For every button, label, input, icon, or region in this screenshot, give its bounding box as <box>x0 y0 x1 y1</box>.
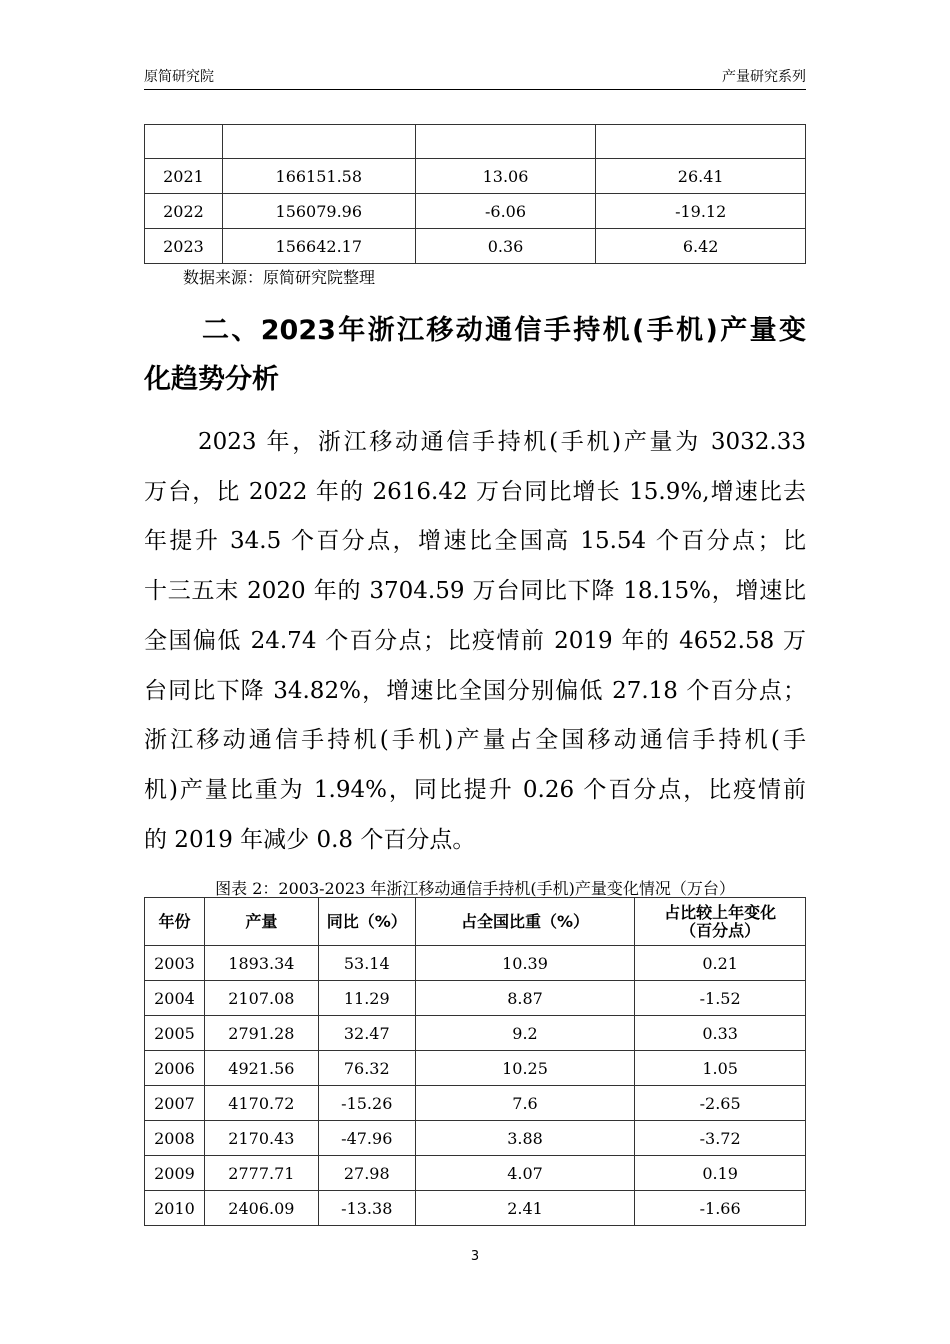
table-row <box>145 159 806 194</box>
table-cell: -47.96 <box>318 1121 415 1156</box>
heading-line: 化趋势分析 <box>144 364 279 395</box>
table-header-row <box>145 898 806 946</box>
data-source-note: 数据来源：原简研究院整理 <box>183 268 376 287</box>
table-cell: 2003 <box>145 946 205 981</box>
table-cell: 76.32 <box>318 1051 415 1086</box>
table-cell: 2006 <box>145 1051 205 1086</box>
table-cell: 6.42 <box>596 229 806 264</box>
table-cell: 2170.43 <box>204 1121 318 1156</box>
table-cell: 2406.09 <box>204 1191 318 1226</box>
table-cell: 2021 <box>145 159 223 194</box>
table-row <box>145 1156 806 1191</box>
table-cell: 2005 <box>145 1016 205 1051</box>
paragraph-line: 2023 年，浙江移动通信手持机(手机)产量为 3032.33 <box>198 429 806 455</box>
paragraph-line: 机)产量比重为 1.94%，同比提升 0.26 个百分点，比疫情前 <box>144 776 806 803</box>
table-cell: 7.6 <box>415 1086 635 1121</box>
table-row <box>145 1191 806 1226</box>
table-cell: 2004 <box>145 981 205 1016</box>
table-cell: 2777.71 <box>204 1156 318 1191</box>
table-row <box>145 1121 806 1156</box>
table-cell: 4.07 <box>415 1156 635 1191</box>
table-cell: 4170.72 <box>204 1086 318 1121</box>
heading-line: 二、2023年浙江移动通信手持机(手机)产量变 <box>202 315 806 346</box>
table-cell: 2.41 <box>415 1191 635 1226</box>
table-cell: 2023 <box>145 229 223 264</box>
table-continued <box>144 124 806 264</box>
table-cell: 0.36 <box>415 229 596 264</box>
table-cell: 2010 <box>145 1191 205 1226</box>
table-cell: 27.98 <box>318 1156 415 1191</box>
paragraph-line: 十三五末 2020 年的 3704.59 万台同比下降 18.15%，增速比 <box>144 578 806 605</box>
table-cell: 53.14 <box>318 946 415 981</box>
table-cell <box>415 125 596 159</box>
table-cell: 10.25 <box>415 1051 635 1086</box>
table-cell: 8.87 <box>415 981 635 1016</box>
production-table <box>144 897 806 1226</box>
table-cell: 2008 <box>145 1121 205 1156</box>
paragraph-line: 台同比下降 34.82%，增速比全国分别偏低 27.18 个百分点； <box>144 677 806 704</box>
table-cell: 9.2 <box>415 1016 635 1051</box>
table-cell: 156079.96 <box>222 194 415 229</box>
table-cell: -2.65 <box>635 1086 806 1121</box>
table-cell <box>222 125 415 159</box>
table-cell: 2791.28 <box>204 1016 318 1051</box>
table-cell: 26.41 <box>596 159 806 194</box>
paragraph-line: 全国偏低 24.74 个百分点；比疫情前 2019 年的 4652.58 万 <box>144 627 806 654</box>
column-header: 占全国比重（%） <box>415 898 635 946</box>
table-cell: 156642.17 <box>222 229 415 264</box>
table-cell: 2009 <box>145 1156 205 1191</box>
header-left: 原简研究院 <box>144 69 214 85</box>
table-row <box>145 125 806 159</box>
table-cell: -3.72 <box>635 1121 806 1156</box>
table-cell: 32.47 <box>318 1016 415 1051</box>
table-cell: 2022 <box>145 194 223 229</box>
table-cell: 0.21 <box>635 946 806 981</box>
body-paragraph <box>144 418 806 865</box>
table-cell: -1.52 <box>635 981 806 1016</box>
paragraph-line: 年提升 34.5 个百分点，增速比全国高 15.54 个百分点；比 <box>144 528 806 555</box>
table-row <box>145 981 806 1016</box>
table-cell: 166151.58 <box>222 159 415 194</box>
column-header: 产量 <box>204 898 318 946</box>
paragraph-line: 浙江移动通信手持机(手机)产量占全国移动通信手持机(手 <box>144 727 806 754</box>
table-cell: -13.38 <box>318 1191 415 1226</box>
table-cell: 13.06 <box>415 159 596 194</box>
table-row <box>145 1086 806 1121</box>
table-cell: 0.19 <box>635 1156 806 1191</box>
table-cell: 2107.08 <box>204 981 318 1016</box>
table-cell: 2007 <box>145 1086 205 1121</box>
table-cell: 1893.34 <box>204 946 318 981</box>
column-header: 同比（%） <box>318 898 415 946</box>
table-cell: -15.26 <box>318 1086 415 1121</box>
column-header: 占比较上年变化 （百分点） <box>635 898 806 946</box>
table-cell: 11.29 <box>318 981 415 1016</box>
section-heading <box>144 306 806 404</box>
table-cell: -19.12 <box>596 194 806 229</box>
table-cell: 3.88 <box>415 1121 635 1156</box>
table-cell <box>145 125 223 159</box>
paragraph-line: 万台，比 2022 年的 2616.42 万台同比增长 15.9%,增速比去 <box>144 478 806 505</box>
table-cell: -6.06 <box>415 194 596 229</box>
page-number: 3 <box>470 1249 480 1264</box>
header-divider <box>144 89 806 90</box>
table-row <box>145 194 806 229</box>
table-row <box>145 229 806 264</box>
paragraph-line: 的 2019 年减少 0.8 个百分点。 <box>144 826 476 853</box>
column-header: 年份 <box>145 898 205 946</box>
table-row <box>145 1051 806 1086</box>
header-right: 产量研究系列 <box>722 69 806 85</box>
table-caption: 图表 2：2003-2023 年浙江移动通信手持机(手机)产量变化情况（万台） <box>215 879 735 898</box>
table-cell <box>596 125 806 159</box>
table-cell: 0.33 <box>635 1016 806 1051</box>
table-cell: 10.39 <box>415 946 635 981</box>
table-row <box>145 1016 806 1051</box>
table-cell: 4921.56 <box>204 1051 318 1086</box>
table-cell: -1.66 <box>635 1191 806 1226</box>
table-row <box>145 946 806 981</box>
table-cell: 1.05 <box>635 1051 806 1086</box>
